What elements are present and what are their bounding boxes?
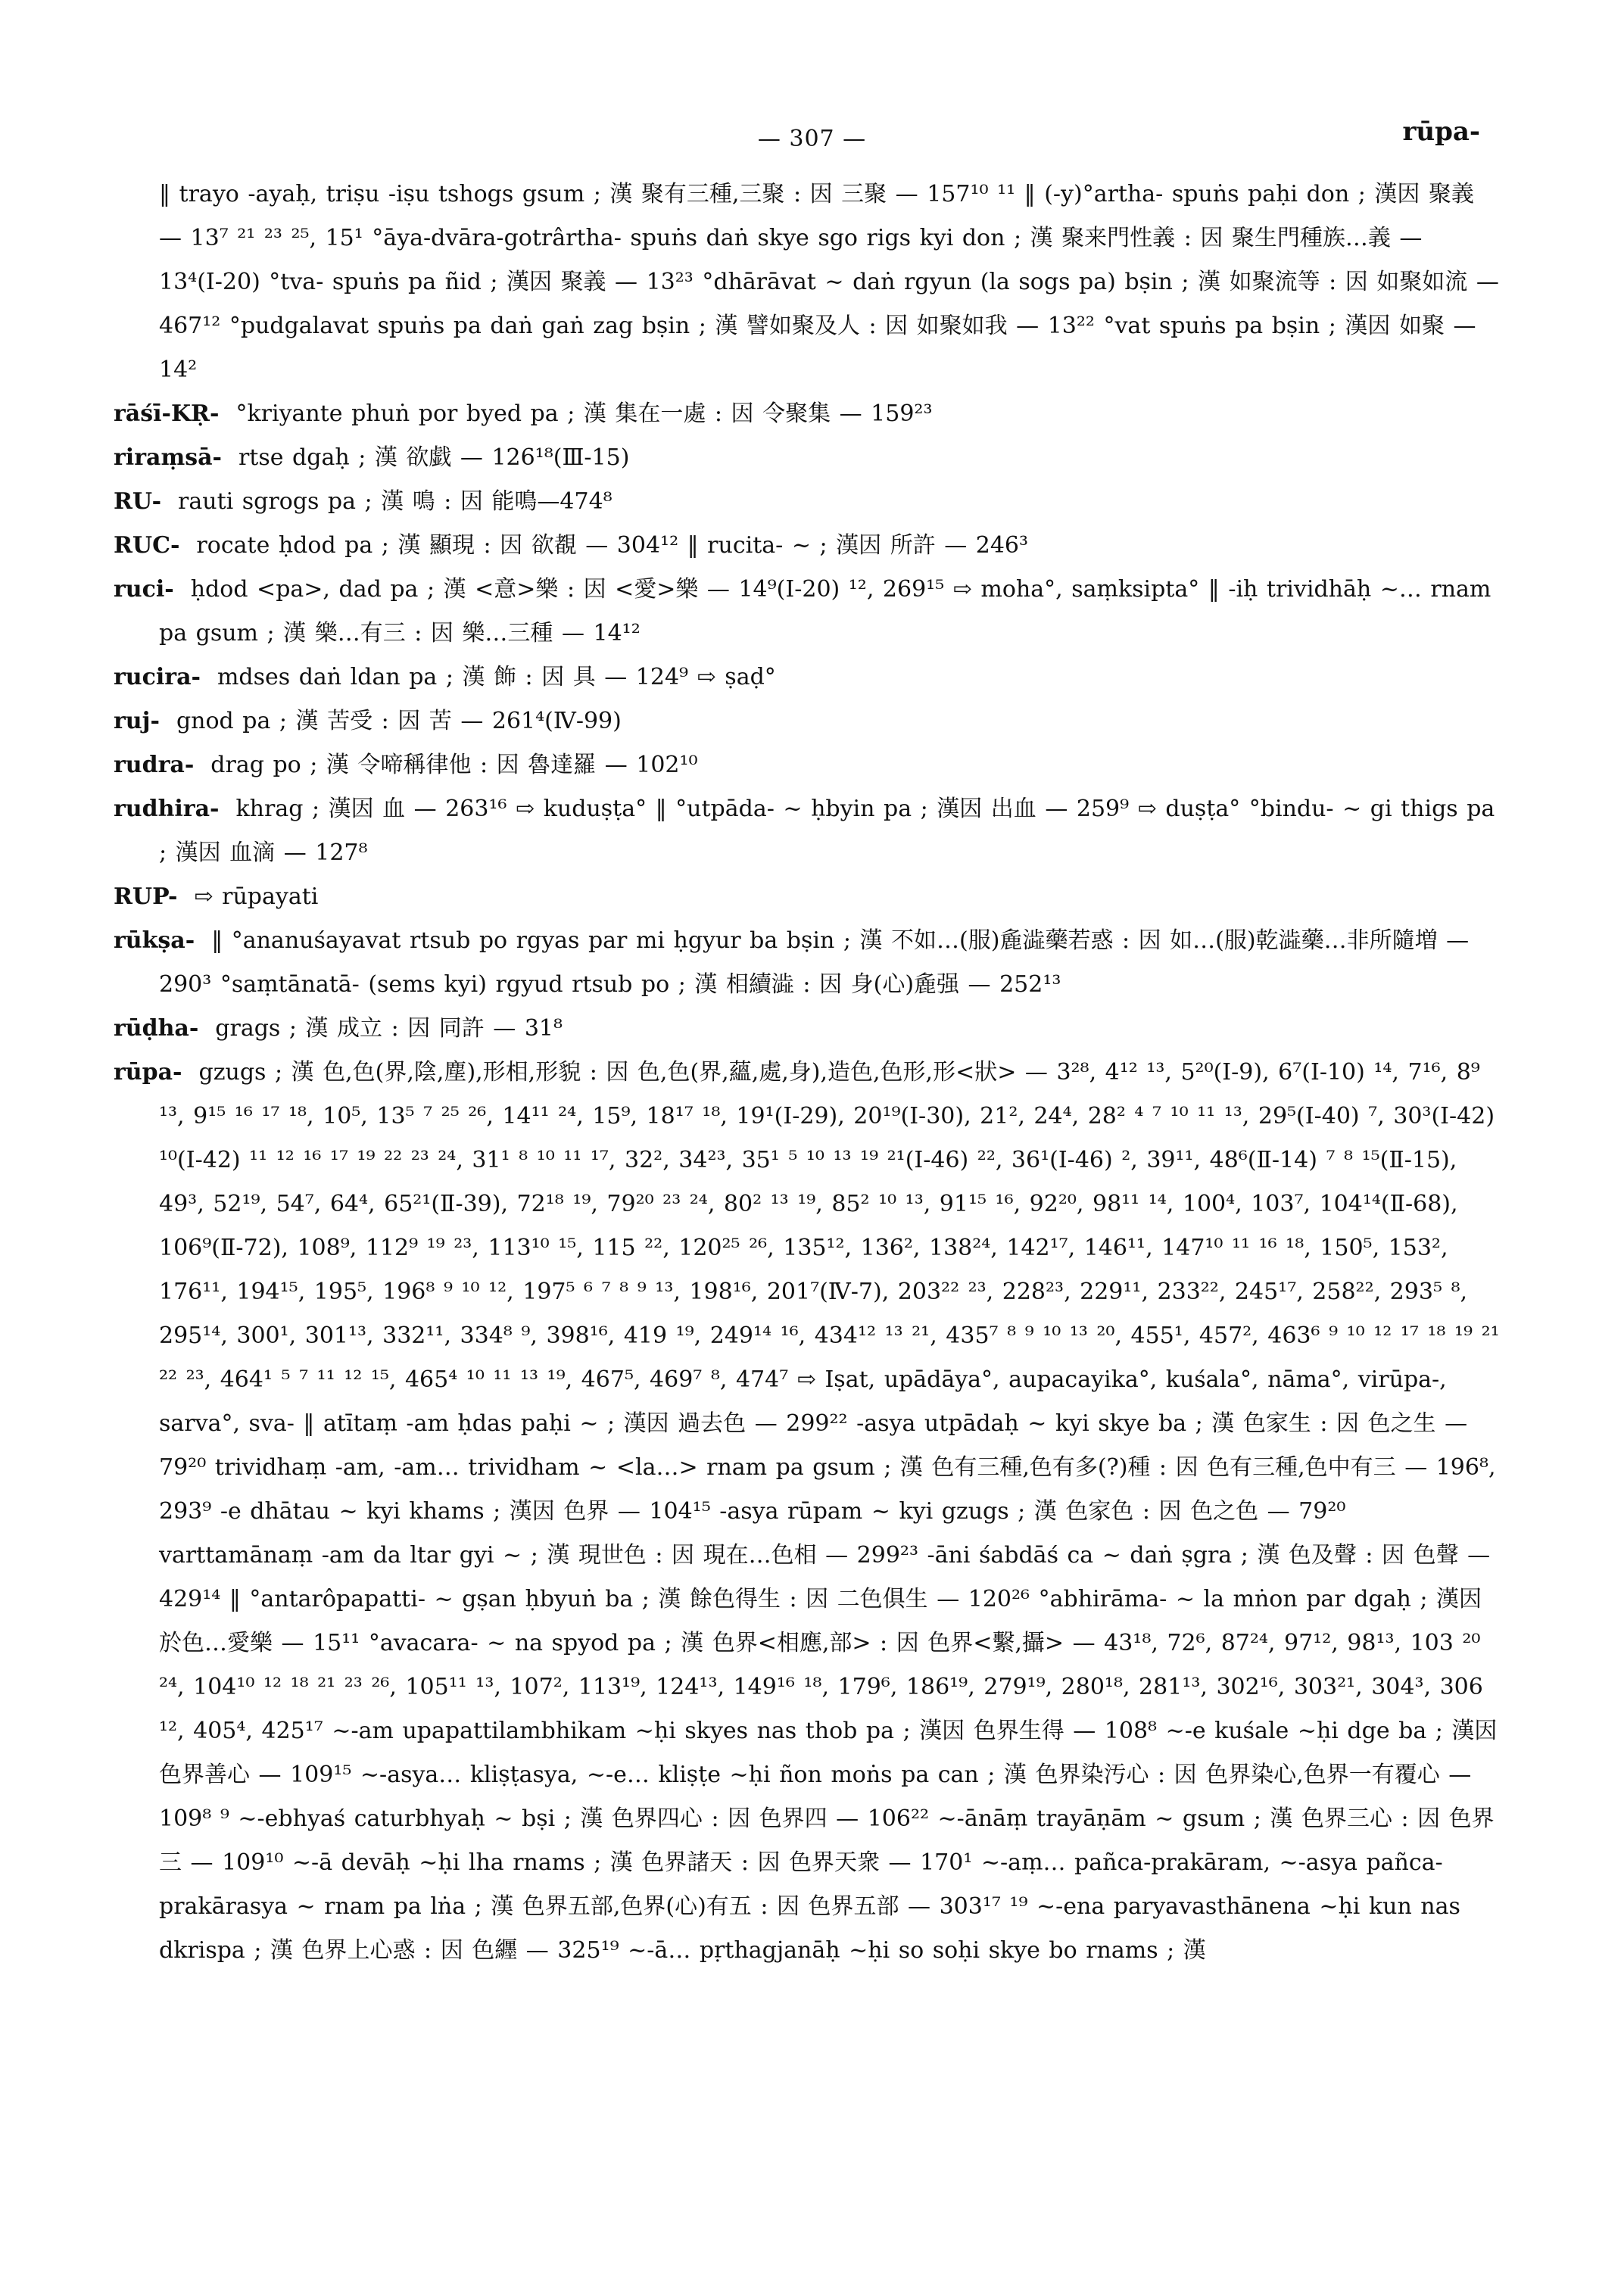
entry-headword: RU-: [114, 488, 162, 515]
page-header: [0, 117, 1624, 164]
entry-text: grags ; 漢 成立 : 因 同許 — 31⁸: [215, 1015, 563, 1042]
dictionary-entries: [114, 173, 1503, 1973]
entry-text: gzugs ; 漢 色,色(界,陰,塵),形相,形貌 : 因 色,色(界,蘊,處,身),造色,色形,形<狀> — 3²⁸, 4¹² ¹³, 5²⁰(Ⅰ-9), 6⁷(Ⅰ-10) ¹⁴, 7¹⁶, 8⁹ ¹³, 9¹⁵ ¹⁶ ¹⁷ ¹⁸, 10⁵, 13⁵ ⁷ ²⁵ ²⁶, 14¹¹ ²⁴, 15⁹, 18¹⁷ ¹⁸, 19¹(Ⅰ-29), 20¹⁹(Ⅰ-30), 21², 24⁴, 28² ⁴ ⁷ ¹⁰ ¹¹ ¹³, 29⁵(Ⅰ-40) ⁷, 30³(Ⅰ-42) ¹⁰(Ⅰ-42) ¹¹ ¹² ¹⁶ ¹⁷ ¹⁹ ²² ²³ ²⁴, 31¹ ⁸ ¹⁰ ¹¹ ¹⁷, 32², 34²³, 35¹ ⁵ ¹⁰ ¹³ ¹⁹ ²¹(Ⅰ-46) ²², 36¹(Ⅰ-46) ², 39¹¹, 48⁶(Ⅱ-14) ⁷ ⁸ ¹⁵(Ⅱ-15), 49³, 52¹⁹, 54⁷, 64⁴, 65²¹(Ⅱ-39), 72¹⁸ ¹⁹, 79²⁰ ²³ ²⁴, 80² ¹³ ¹⁹, 85² ¹⁰ ¹³, 91¹⁵ ¹⁶, 92²⁰, 98¹¹ ¹⁴, 100⁴, 103⁷, 104¹⁴(Ⅱ-68), 106⁹(Ⅱ-72), 108⁹, 112⁹ ¹⁹ ²³, 113¹⁰ ¹⁵, 115 ²², 120²⁵ ²⁶, 135¹², 136², 138²⁴, 142¹⁷, 146¹¹, 147¹⁰ ¹¹ ¹⁶ ¹⁸, 150⁵, 153², 176¹¹, 194¹⁵, 195⁵, 196⁸ ⁹ ¹⁰ ¹², 197⁵ ⁶ ⁷ ⁸ ⁹ ¹³, 198¹⁶, 201⁷(Ⅳ-7), 203²² ²³, 228²³, 229¹¹, 233²², 245¹⁷, 258²², 293⁵ ⁸, 295¹⁴, 300¹, 301¹³, 332¹¹, 334⁸ ⁹, 398¹⁶, 419 ¹⁹, 249¹⁴ ¹⁶, 434¹² ¹³ ²¹, 435⁷ ⁸ ⁹ ¹⁰ ¹³ ²⁰, 455¹, 457², 463⁶ ⁹ ¹⁰ ¹² ¹⁷ ¹⁸ ¹⁹ ²¹ ²² ²³, 464¹ ⁵ ⁷ ¹¹ ¹² ¹⁵, 465⁴ ¹⁰ ¹¹ ¹³ ¹⁹, 467⁵, 469⁷ ⁸, 474⁷ ⇨ Iṣat, upādāya°, aupacayika°, kuśala°, nāma°, virūpa-, sarva°, sva- ‖ atītaṃ -am ḥdas paḥi ~ ; 漢因 過去色 — 299²² -asya utpādaḥ ~ kyi skye ba ; 漢 色家生 : 因 色之生 — 79²⁰ trividhaṃ -am, -am… trividham ~ <la…> rnam pa gsum ; 漢 色有三種,色有多(?)種 : 因 色有三種,色中有三 — 196⁸, 293⁹ -e dhātau ~ kyi khams ; 漢因 色界 — 104¹⁵ -asya rūpam ~ kyi gzugs ; 漢 色家色 : 因 色之色 — 79²⁰ varttamānaṃ -am da ltar gyi ~ ; 漢 現世色 : 因 現在…色相 — 299²³ -āni śabdāś ca ~ daṅ ṣgra ; 漢 色及聲 : 因 色聲 — 429¹⁴ ‖ °antarôpapatti- ~ gṣan ḥbyuṅ ba ; 漢 餘色得生 : 因 二色俱生 — 120²⁶ °abhirāma- ~ la mṅon par dgaḥ ; 漢因 於色…愛樂 — 15¹¹ °avacara- ~ na spyod pa ; 漢 色界<相應,部> : 因 色界<繫,攝> — 43¹⁸, 72⁶, 87²⁴, 97¹², 98¹³, 103 ²⁰ ²⁴, 104¹⁰ ¹² ¹⁸ ²¹ ²³ ²⁶, 105¹¹ ¹³, 107², 113¹⁹, 124¹³, 149¹⁶ ¹⁸, 179⁶, 186¹⁹, 279¹⁹, 280¹⁸, 281¹³, 302¹⁶, 303²¹, 304³, 306 ¹², 405⁴, 425¹⁷ ~-am upapattilambhikam ~ḥi skyes nas thob pa ; 漢因 色界生得 — 108⁸ ~-e kuśale ~ḥi dge ba ; 漢因 色界善心 — 109¹⁵ ~-asya… kliṣṭasya, ~-e… kliṣṭe ~ḥi ñon moṅs pa can ; 漢 色界染汚心 : 因 色界染心,色界一有覆心 — 109⁸ ⁹ ~-ebhyaś caturbhyaḥ ~ bṣi ; 漢 色界四心 : 因 色界四 — 106²² ~-ānāṃ trayāṇām ~ gsum ; 漢 色界三心 : 因 色界三 — 109¹⁰ ~-ā devāḥ ~ḥi lha rnams ; 漢 色界諸天 : 因 色界天衆 — 170¹ ~-aṃ… pañca-prakāram, ~-asya pañca-prakārasya ~ rnam pa lṅa ; 漢 色界五部,色界(心)有五 : 因 色界五部 — 303¹⁷ ¹⁹ ~-ena paryavasthānena ~ḥi kun nas dkrispa ; 漢 色界上心惑 : 因 色纒 — 325¹⁹ ~-ā… pṛthagjanāḥ ~ḥi so soḥi skye bo rnams ; 漢: [159, 1059, 1500, 1964]
entry-headword: ruci-: [114, 576, 174, 603]
dictionary-entry: [114, 1051, 1503, 1973]
dictionary-entry: [114, 480, 1503, 524]
running-head: rūpa-: [1402, 117, 1480, 147]
entry-text: ḥdod <pa>, dad pa ; 漢 <意>樂 : 因 <愛>樂 — 14⁹(Ⅰ-20) ¹², 269¹⁵ ⇨ moha°, saṃksipta° ‖ -iḥ trividhāḥ ~… rnam pa gsum ; 漢 樂…有三 : 因 樂…三種 — 14¹²: [159, 576, 1492, 646]
entry-text: drag po ; 漢 令啼稱律他 : 因 魯達羅 — 102¹⁰: [210, 752, 698, 778]
page-number: — 307 —: [757, 126, 867, 152]
dictionary-entry: [114, 743, 1503, 787]
dictionary-entry: [114, 875, 1503, 919]
entry-text: °kriyante phuṅ por byed pa ; 漢 集在一處 : 因 令聚集 — 159²³: [235, 400, 933, 427]
entry-text: ⇨ rūpayati: [194, 883, 319, 910]
dictionary-entry: [114, 524, 1503, 568]
entry-headword: RUP-: [114, 883, 178, 910]
entry-headword: ruj-: [114, 708, 160, 734]
entry-text: rocate ḥdod pa ; 漢 顯現 : 因 欲覩 — 304¹² ‖ rucita- ~ ; 漢因 所許 — 246³: [196, 532, 1029, 559]
entry-headword: rūkṣa-: [114, 927, 195, 954]
entry-text: rauti sgrogs pa ; 漢 鳴 : 因 能鳴—474⁸: [178, 488, 613, 515]
dictionary-entry: [114, 436, 1503, 480]
dictionary-entry: [114, 699, 1503, 743]
entry-headword: rāśī-KṚ-: [114, 400, 220, 427]
entry-headword: RUC-: [114, 532, 180, 559]
entry-text: rtse dgaḥ ; 漢 欲戯 — 126¹⁸(Ⅲ-15): [238, 444, 630, 471]
entry-text: ‖ °ananuśayavat rtsub po rgyas par mi ḥgyur ba bṣin ; 漢 不如…(服)麁澁藥若惑 : 因 如…(服)乾澁藥…非所隨増 — 290³ °saṃtānatā- (sems kyi) rgyud rtsub po ; 漢 相續澁 : 因 身(心)麁强 — 252¹³: [159, 927, 1470, 998]
entry-text: mdses daṅ ldan pa ; 漢 飾 : 因 具 — 124⁹ ⇨ ṣaḍ°: [217, 664, 776, 690]
entry-headword: rudra-: [114, 752, 195, 778]
dictionary-entry: [114, 656, 1503, 699]
dictionary-entry: [114, 787, 1503, 875]
entry-headword: rūpa-: [114, 1059, 182, 1086]
entry-headword: rucira-: [114, 664, 201, 690]
entry-text: ‖ trayo -ayaḥ, triṣu -iṣu tshogs gsum ; 漢 聚有三種,三聚 : 因 三聚 — 157¹⁰ ¹¹ ‖ (-y)°artha- spuṅs paḥi don ; 漢因 聚義 — 13⁷ ²¹ ²³ ²⁵, 15¹ °āya-dvāra-gotrârtha- spuṅs daṅ skye sgo rigs kyi don ; 漢 聚来門性義 : 因 聚生門種族…義 — 13⁴(Ⅰ-20) °tva- spuṅs pa ñid ; 漢因 聚義 — 13²³ °dhārāvat ~ daṅ rgyun (la sogs pa) bṣin ; 漢 如聚流等 : 因 如聚如流 — 467¹² °pudgalavat spuṅs pa daṅ gaṅ zag bṣin ; 漢 譬如聚及人 : 因 如聚如我 — 13²² °vat spuṅs pa bṣin ; 漢因 如聚 — 14²: [159, 181, 1499, 383]
entry-text: khrag ; 漢因 血 — 263¹⁶ ⇨ kuduṣṭa° ‖ °utpāda- ~ ḥbyin pa ; 漢因 出血 — 259⁹ ⇨ duṣṭa° °bindu- ~ gi thigs pa ; 漢因 血滴 — 127⁸: [159, 796, 1495, 866]
entry-headword: rudhira-: [114, 796, 220, 822]
dictionary-entry: [114, 392, 1503, 436]
dictionary-entry: [114, 568, 1503, 656]
dictionary-entry: [114, 919, 1503, 1007]
entry-headword: rūḍha-: [114, 1015, 199, 1042]
dictionary-entry: [114, 173, 1503, 392]
entry-text: gnod pa ; 漢 苦受 : 因 苦 — 261⁴(Ⅳ-99): [176, 708, 622, 734]
entry-headword: riraṃsā-: [114, 444, 222, 471]
dictionary-entry: [114, 1007, 1503, 1051]
